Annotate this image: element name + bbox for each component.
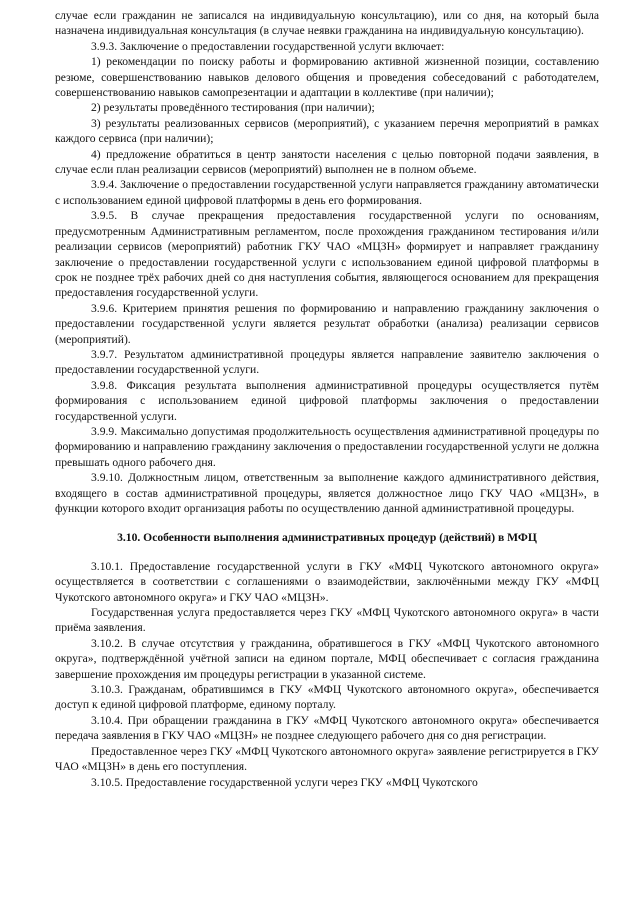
paragraph: Государственная услуга предоставляется через ГКУ «МФЦ Чукотского автономного округа» в части приёма заявления. — [55, 606, 599, 635]
list-item: 4) предложение обратиться в центр занятости населения с целью повторной подачи заявления, в случае если план реализации сервисов (мероприятий) выполнен не в полном объеме. — [55, 147, 599, 177]
paragraph: случае если гражданин не записался на индивидуальную консультацию), или со дня, на который была назначена индивидуальная консультация (в случае неявки гражданина на индивидуальную консультацию). — [55, 9, 599, 38]
paragraph: 3.9.9. Максимально допустимая продолжительность осуществления административной процедуры по формированию и направлению гражданину заключения о предоставлении государственной услуги не должна превышать одного рабочего дня. — [55, 424, 599, 469]
list-item: 2) результаты проведённого тестирования (при наличии); — [91, 101, 375, 115]
paragraph: 3.9.7. Результатом административной процедуры является направление заявителю заключения о предоставлении государственной услуги. — [55, 347, 599, 377]
paragraph: 3.10.3. Гражданам, обратившимся в ГКУ «МФЦ Чукотского автономного округа», обеспечивается доступ к единой цифровой платформе, единому порталу. — [55, 683, 599, 712]
paragraph: 3.9.4. Заключение о предоставлении государственной услуги направляется гражданину автоматически с использованием единой цифровой платформы в день его формирования. — [55, 178, 599, 207]
section-before — [55, 8, 599, 516]
paragraph: 3.10.1. Предоставление государственной услуги в ГКУ «МФЦ Чукотского автономного округа» осуществляется в соответствии с соглашениями о взаимодействии, заключёнными между ГКУ «МФЦ Чукотского автономного округа» и ГКУ ЧАО «МЦЗН». — [55, 559, 599, 604]
paragraph: 3.10.5. Предоставление государственной услуги через ГКУ «МФЦ Чукотского — [91, 775, 478, 789]
paragraph: Предоставленное через ГКУ «МФЦ Чукотского автономного округа» заявление регистрируется в ГКУ ЧАО «МЦЗН» в день его поступления. — [55, 744, 599, 774]
paragraph: 3.9.8. Фиксация результата выполнения административной процедуры осуществляется путём формирования с использованием единой цифровой платформы заключения о предоставлении государственной услуги. — [55, 378, 599, 423]
paragraph: 3.10.2. В случае отсутствия у гражданина, обратившегося в ГКУ «МФЦ Чукотского автономного округа», подтверждённой учётной записи на едином портале, МФЦ обеспечивает с согласия гражданина завершение прохождения им процедуры регистрации в указанной системе. — [55, 636, 599, 681]
list-item: 1) рекомендации по поиску работы и формированию активной жизненной позиции, составлению резюме, совершенствованию навыков делового общения и проведения собеседований с работодателем, совершенствованию навыков самопрезентации и адаптации в коллективе (при наличии); — [55, 55, 599, 100]
list-item: 3) результаты реализованных сервисов (мероприятий), с указанием перечня мероприятий в рамках каждого сервиса (при наличии); — [55, 116, 599, 146]
section-heading: 3.10. Особенности выполнения административных процедур (действий) в МФЦ — [117, 531, 537, 545]
paragraph: 3.9.3. Заключение о предоставлении государственной услуги включает: — [91, 39, 445, 53]
section-after — [55, 559, 599, 790]
paragraph: 3.9.6. Критерием принятия решения по формированию и направлению гражданину заключения о предоставлении государственной услуги является результат обработки (анализа) реализации сервисов (мероприятий). — [55, 301, 599, 346]
paragraph: 3.9.10. Должностным лицом, ответственным за выполнение каждого административного действия, входящего в состав административной процедуры, является должностное лицо ГКУ ЧАО «МЦЗН», в функции которого входит организация работы по осуществлению данной административной процедуры. — [55, 471, 599, 515]
paragraph: 3.10.4. При обращении гражданина в ГКУ «МФЦ Чукотского автономного округа» обеспечивается передача заявления в ГКУ ЧАО «МЦЗН» не позднее следующего рабочего дня со дня регистрации. — [55, 713, 599, 743]
paragraph: 3.9.5. В случае прекращения предоставления государственной услуги по основаниям, предусмотренным Административным регламентом, после прохождения гражданином тестирования и/или реализации сервисов (мероприятий) работник ГКУ ЧАО «МЦЗН» формирует и направляет гражданину заключение о предоставлении государственной услуги с использованием единой цифровой платформы в срок не позднее трёх рабочих дней со дня наступления события, являющегося основанием для прекращения предоставления государственной услуги. — [55, 209, 599, 300]
